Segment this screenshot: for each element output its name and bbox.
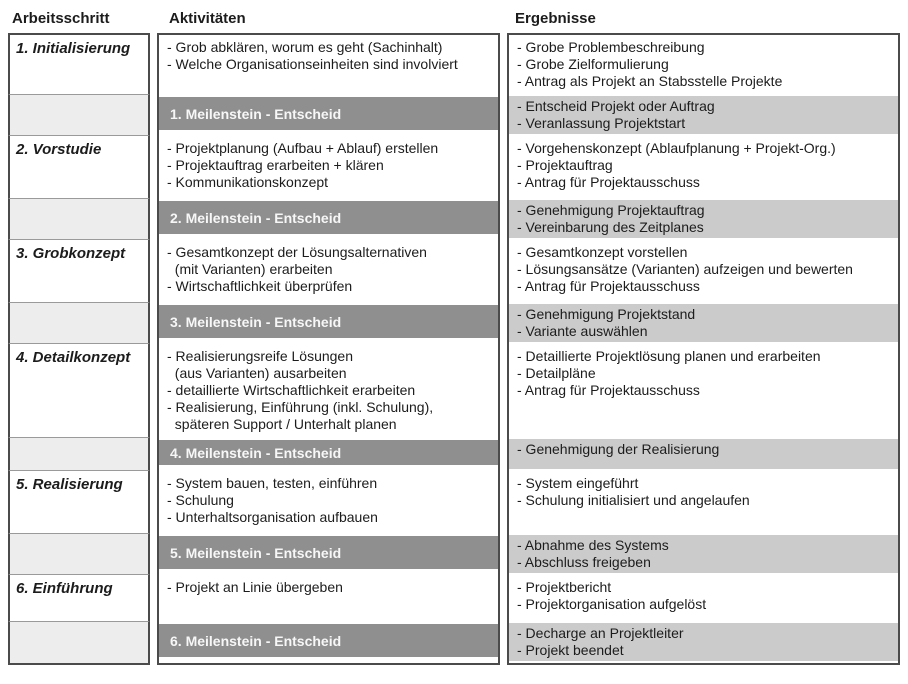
results-cell	[507, 240, 900, 302]
result-line: - Detaillierte Projektlösung planen und erarbeiten	[517, 348, 821, 364]
milestone-result-line: - Vereinbarung des Zeitplanes	[517, 219, 704, 235]
milestone-band-cell	[157, 533, 500, 575]
activity-line: (mit Varianten) erarbeiten	[167, 261, 333, 277]
milestone-row	[8, 437, 900, 471]
phase-row	[8, 33, 900, 94]
phase-row	[8, 136, 900, 198]
milestone-result-line: - Variante auswählen	[517, 323, 648, 339]
milestone-step-cell	[8, 198, 150, 240]
result-line: - Antrag für Projektausschuss	[517, 382, 700, 398]
milestone-row	[8, 94, 900, 136]
milestone-result-line: - Projekt beendet	[517, 642, 624, 658]
activity-line: - Wirtschaftlichkeit überprüfen	[167, 278, 353, 294]
activity-line: - Projektplanung (Aufbau + Ablauf) erstellen	[167, 140, 439, 156]
result-line: - Detailpläne	[517, 365, 596, 381]
results-cell	[507, 136, 900, 198]
milestone-band-cell	[157, 437, 500, 471]
activity-line: - System bauen, testen, einführen	[167, 475, 378, 491]
header-ergebnisse: Ergebnisse	[515, 10, 596, 27]
milestone-results-band	[509, 200, 898, 238]
activity-line: - detaillierte Wirtschaftlichkeit erarbeiten	[167, 382, 416, 398]
results-cell	[507, 344, 900, 437]
milestone-results-band	[509, 623, 898, 661]
header-aktivitaeten: Aktivitäten	[169, 10, 246, 27]
milestone-step-cell	[8, 94, 150, 136]
milestone-results-band	[509, 96, 898, 134]
results-cell	[507, 471, 900, 533]
milestone-step-cell	[8, 437, 150, 471]
milestone-step-cell	[8, 621, 150, 665]
activity-line: späteren Support / Unterhalt planen	[167, 416, 397, 432]
result-line: - Vorgehenskonzept (Ablaufplanung + Projekt-Org.)	[517, 140, 836, 156]
activity-line: - Kommunikationskonzept	[167, 174, 329, 190]
phase-name: 5. Realisierung	[8, 471, 150, 533]
phase-name: 6. Einführung	[8, 575, 150, 621]
phase-row	[8, 471, 900, 533]
milestone-result-line: - Genehmigung der Realisierung	[517, 441, 720, 457]
milestone-band: 3. Meilenstein - Entscheid	[159, 305, 498, 338]
results-cell	[507, 33, 900, 94]
milestone-band: 4. Meilenstein - Entscheid	[159, 440, 498, 465]
milestone-row	[8, 198, 900, 240]
activity-line: - Projektauftrag erarbeiten + klären	[167, 157, 384, 173]
milestone-results-cell	[507, 533, 900, 575]
activity-line: - Realisierungsreife Lösungen	[167, 348, 353, 364]
result-line: - Grobe Zielformulierung	[517, 56, 669, 72]
milestone-step-cell	[8, 302, 150, 344]
milestone-row	[8, 302, 900, 344]
activity-line: - Unterhaltsorganisation aufbauen	[167, 509, 378, 525]
activities-cell	[157, 471, 500, 533]
milestone-result-line: - Decharge an Projektleiter	[517, 625, 684, 641]
milestone-results-cell	[507, 302, 900, 344]
milestone-band-cell	[157, 198, 500, 240]
phase-name: 1. Initialisierung	[8, 33, 150, 94]
milestone-band: 2. Meilenstein - Entscheid	[159, 201, 498, 234]
activity-line: - Welche Organisationseinheiten sind involviert	[167, 56, 458, 72]
phase-milestone-table	[8, 33, 900, 665]
milestone-row	[8, 533, 900, 575]
result-line: - Projektbericht	[517, 579, 612, 595]
milestone-results-band	[509, 439, 898, 469]
phase-name: 3. Grobkonzept	[8, 240, 150, 302]
phase-row	[8, 344, 900, 437]
column-headers	[8, 10, 900, 28]
milestone-step-cell	[8, 533, 150, 575]
milestone-result-line: - Genehmigung Projektstand	[517, 306, 696, 322]
result-line: - Gesamtkonzept vorstellen	[517, 244, 688, 260]
milestone-band: 6. Meilenstein - Entscheid	[159, 624, 498, 657]
result-line: - Antrag für Projektausschuss	[517, 174, 700, 190]
milestone-results-cell	[507, 437, 900, 471]
milestone-results-cell	[507, 198, 900, 240]
milestone-results-cell	[507, 94, 900, 136]
activities-cell	[157, 136, 500, 198]
milestone-result-line: - Genehmigung Projektauftrag	[517, 202, 705, 218]
result-line: - Projektauftrag	[517, 157, 613, 173]
milestone-results-band	[509, 535, 898, 573]
phase-name: 2. Vorstudie	[8, 136, 150, 198]
milestone-results-band	[509, 304, 898, 342]
activities-cell	[157, 344, 500, 437]
milestone-band-cell	[157, 94, 500, 136]
result-line: - Lösungsansätze (Varianten) aufzeigen und bewerten	[517, 261, 853, 277]
result-line: - Antrag für Projektausschuss	[517, 278, 700, 294]
phase-name: 4. Detailkonzept	[8, 344, 150, 437]
result-line: - System eingeführt	[517, 475, 639, 491]
activities-cell	[157, 33, 500, 94]
result-line: - Projektorganisation aufgelöst	[517, 596, 707, 612]
milestone-results-cell	[507, 621, 900, 665]
milestone-result-line: - Abschluss freigeben	[517, 554, 651, 570]
activity-line: - Gesamtkonzept der Lösungsalternativen	[167, 244, 427, 260]
activity-line: - Grob abklären, worum es geht (Sachinhalt)	[167, 39, 443, 55]
activities-cell	[157, 575, 500, 621]
phase-row	[8, 575, 900, 621]
results-cell	[507, 575, 900, 621]
activities-cell	[157, 240, 500, 302]
milestone-result-line: - Abnahme des Systems	[517, 537, 669, 553]
activity-line: - Schulung	[167, 492, 234, 508]
header-arbeitsschritt: Arbeitsschritt	[12, 10, 110, 27]
milestone-band-cell	[157, 302, 500, 344]
result-line: - Schulung initialisiert und angelaufen	[517, 492, 750, 508]
result-line: - Antrag als Projekt an Stabsstelle Projekte	[517, 73, 783, 89]
phase-row	[8, 240, 900, 302]
milestone-band: 5. Meilenstein - Entscheid	[159, 536, 498, 569]
milestone-row	[8, 621, 900, 665]
activity-line: - Projekt an Linie übergeben	[167, 579, 343, 595]
result-line: - Grobe Problembeschreibung	[517, 39, 705, 55]
milestone-result-line: - Veranlassung Projektstart	[517, 115, 686, 131]
milestone-band-cell	[157, 621, 500, 665]
activity-line: - Realisierung, Einführung (inkl. Schulung),	[167, 399, 434, 415]
milestone-band: 1. Meilenstein - Entscheid	[159, 97, 498, 130]
activity-line: (aus Varianten) ausarbeiten	[167, 365, 347, 381]
milestone-result-line: - Entscheid Projekt oder Auftrag	[517, 98, 715, 114]
